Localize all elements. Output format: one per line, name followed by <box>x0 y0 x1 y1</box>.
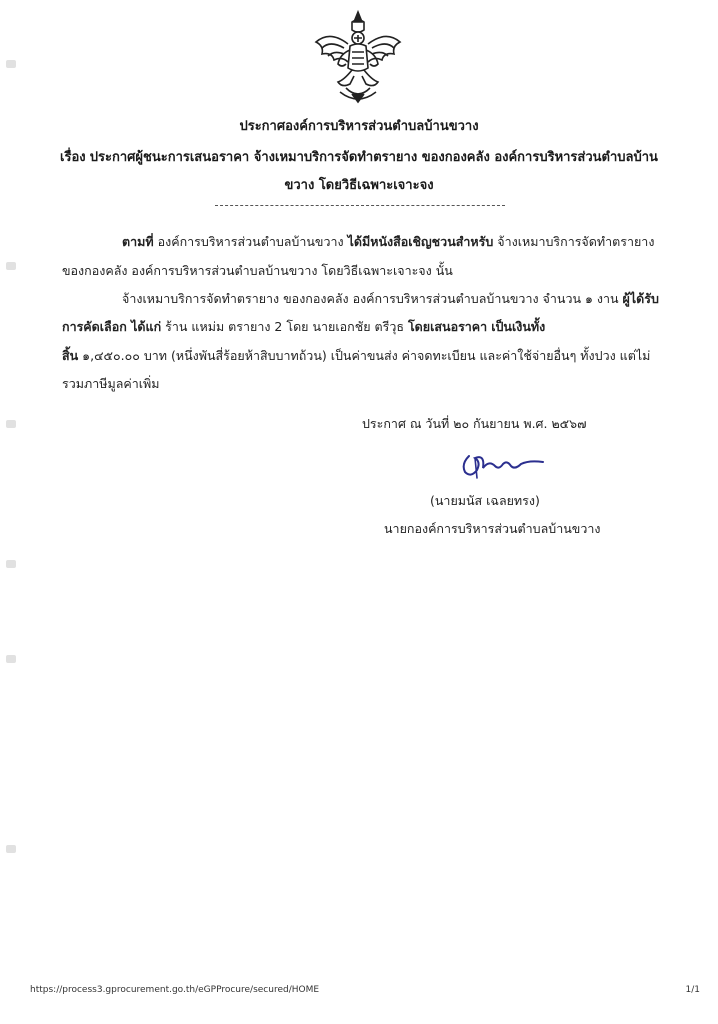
subject-line-1 <box>0 149 718 167</box>
scan-artifact <box>6 845 16 853</box>
subject-label: เรื่อง <box>60 150 86 165</box>
p1-end: จ้างเหมาบริการจัดทำตรายาง <box>497 234 655 249</box>
scan-artifact <box>6 560 16 568</box>
p2-text: จ้างเหมาบริการจัดทำตรายาง ของกองคลัง องค์การบริหารส่วนตำบลบ้านขวาง จำนวน ๑ งาน <box>122 291 619 306</box>
signatory-name: (นายมนัส เฉลยทรง) <box>430 493 540 508</box>
p1-text: องค์การบริหารส่วนตำบลบ้านขวาง <box>157 234 344 249</box>
signatory-position: นายกองค์การบริหารส่วนตำบลบ้านขวาง <box>384 521 601 536</box>
subject-line-2: ขวาง โดยวิธีเฉพาะเจาะจง <box>284 178 434 193</box>
announce-date: ประกาศ ณ วันที่ ๒๐ กันยายน พ.ศ. ๒๕๖๗ <box>362 416 587 431</box>
paragraph-2-line-3 <box>62 347 650 365</box>
handwritten-signature-icon <box>455 448 550 486</box>
p2-vendor: ร้าน แหม่ม ตรายาง 2 โดย นายเอกชัย ตรีวุธ <box>165 319 404 334</box>
subject-text-1: ประกาศผู้ชนะการเสนอราคา จ้างเหมาบริการจัดทำตรายาง ของกองคลัง องค์การบริหารส่วนตำบลบ้าน <box>89 150 658 165</box>
p1-lead: ตามที่ <box>122 234 154 249</box>
footer-url: https://process3.gprocurement.go.th/eGPProcure/secured/HOME <box>30 985 320 995</box>
scan-artifact <box>6 262 16 270</box>
p2-bold: ผู้ได้รับ <box>622 291 659 306</box>
garuda-emblem-icon <box>308 8 408 104</box>
paragraph-1-line-2: ของกองคลัง องค์การบริหารส่วนตำบลบ้านขวาง โดยวิธีเฉพาะเจาะจง นั้น <box>62 263 453 278</box>
p2-amount: ๑,๔๕๐.๐๐ บาท (หนึ่งพันสี่ร้อยห้าสิบบาทถ้วน) เป็นค่าขนส่ง ค่าจดทะเบียน และค่าใช้จ่ายอื่นๆ ทั้งปวง แต่ไม่ <box>82 348 651 363</box>
scan-artifact <box>6 655 16 663</box>
divider <box>215 205 505 206</box>
p2-offer-label: โดยเสนอราคา <box>407 319 488 334</box>
p2-total-label: เป็นเงินทั้ง <box>491 319 546 334</box>
scan-artifact <box>6 60 16 68</box>
p2-total-label-end: สิ้น <box>62 348 79 363</box>
paragraph-2-line-4: รวมภาษีมูลค่าเพิ่ม <box>62 376 160 391</box>
paragraph-2-line-1 <box>122 290 659 308</box>
paragraph-1-line-1 <box>122 233 654 251</box>
p2-selected-label: การคัดเลือก ได้แก่ <box>62 319 162 334</box>
scan-artifact <box>6 420 16 428</box>
paragraph-2-line-2 <box>62 318 545 336</box>
page-number: 1/1 <box>685 985 700 995</box>
p1-bold: ได้มีหนังสือเชิญชวนสำหรับ <box>347 234 494 249</box>
document-title: ประกาศองค์การบริหารส่วนตำบลบ้านขวาง <box>239 119 479 134</box>
